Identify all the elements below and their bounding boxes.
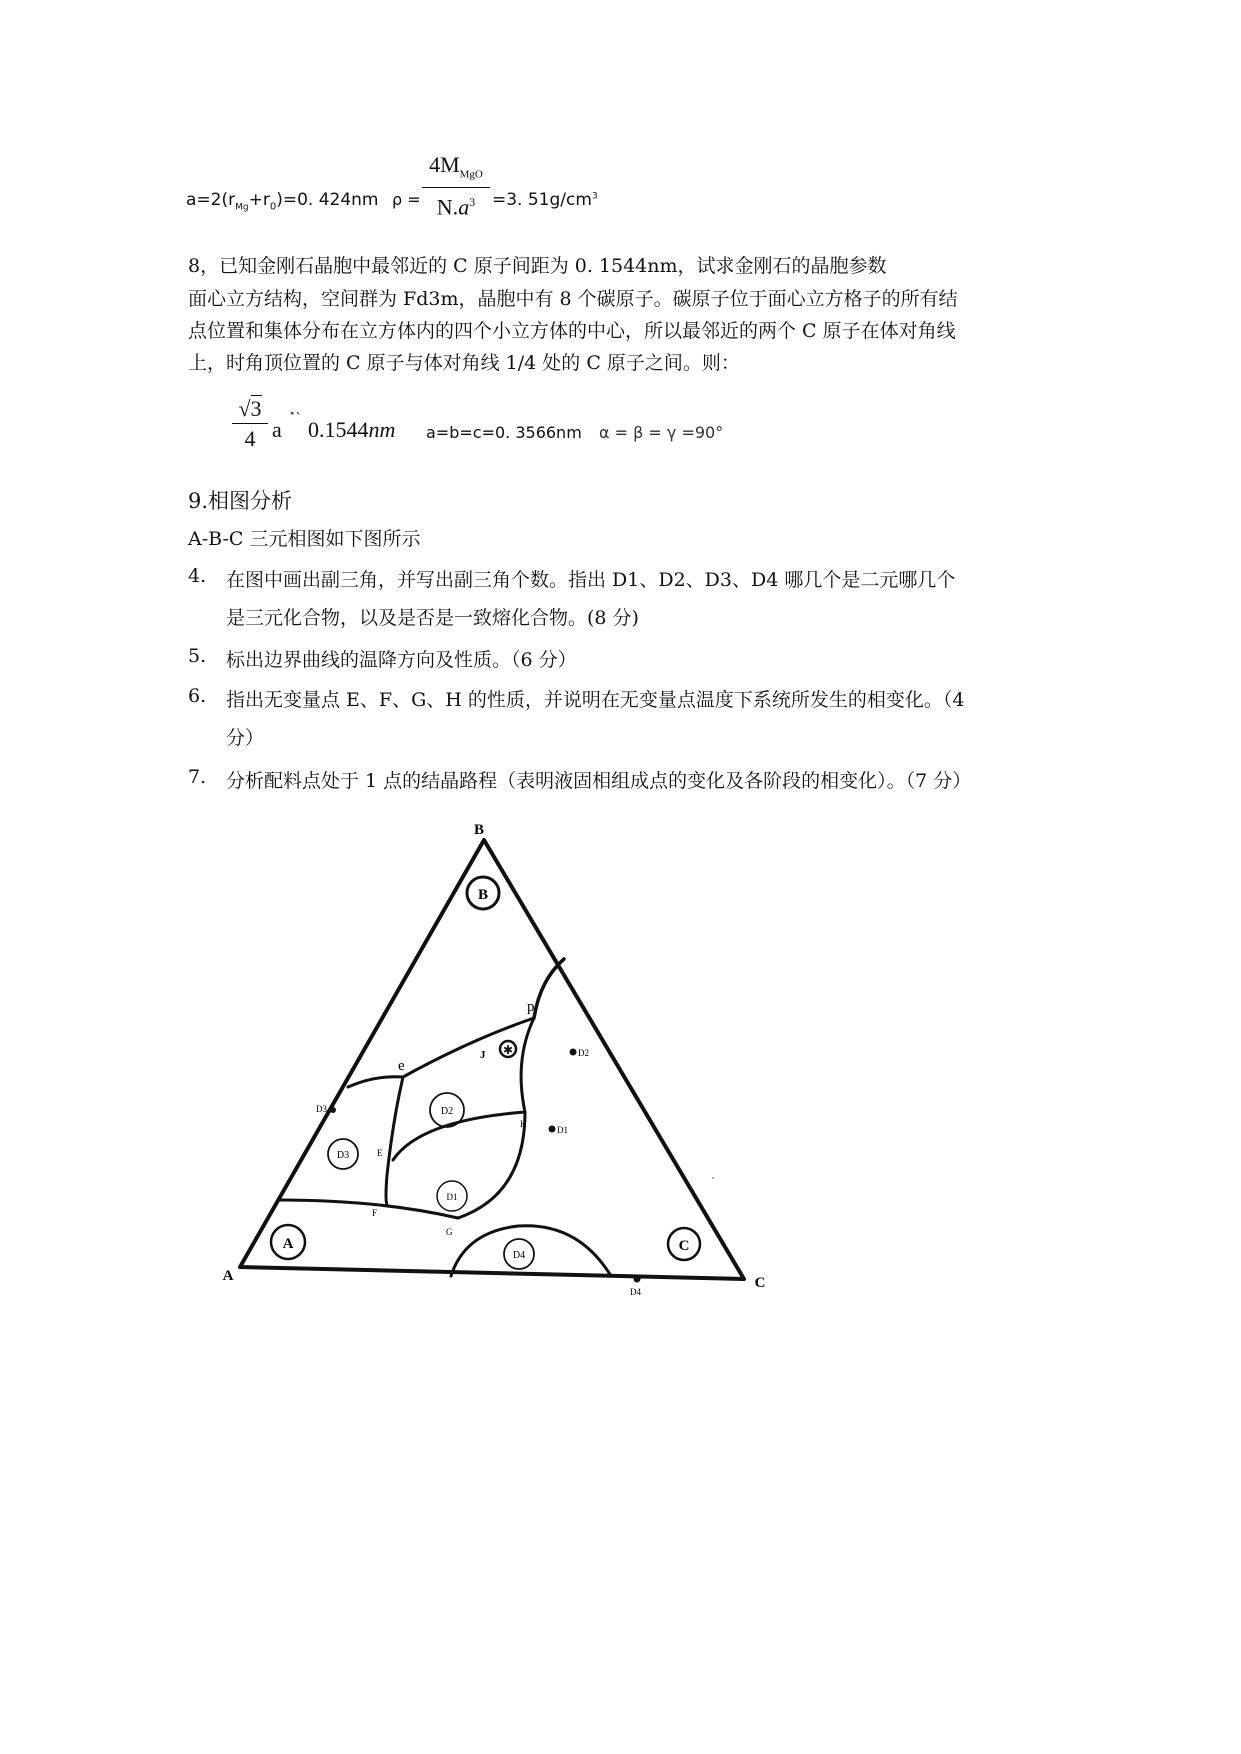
curve-a-f-g bbox=[280, 1200, 458, 1218]
formula-a-plus: +r bbox=[248, 190, 270, 210]
q8-formula-value-unit: nm bbox=[368, 417, 396, 442]
circle-d3-label: D3 bbox=[336, 1150, 350, 1161]
formula-rho-den-exp: 3 bbox=[469, 195, 476, 210]
formula-a-lhs: a=2(r bbox=[186, 190, 236, 210]
vertex-a-label: A bbox=[222, 1268, 234, 1284]
q9-item-5-line-1: 标出边界曲线的温降方向及性质。（6 分） bbox=[226, 649, 577, 671]
vertex-c-label: C bbox=[754, 1275, 766, 1291]
circle-c-label: C bbox=[678, 1238, 690, 1254]
q9-item-7-no: 7. bbox=[188, 766, 207, 788]
point-f-label: F bbox=[372, 1208, 378, 1218]
formula-rho-den-text: N. bbox=[436, 194, 459, 220]
q8-title: 8，已知金刚石晶胞中最邻近的 C 原子间距为 0. 1544nm，试求金刚石的晶胞参数 bbox=[188, 255, 887, 277]
formula-rho-rhs-exp: 3 bbox=[591, 191, 598, 202]
point-d2-label: D2 bbox=[578, 1048, 589, 1058]
circle-d4-label: D4 bbox=[512, 1250, 526, 1261]
curve-d4-dome bbox=[451, 1226, 611, 1276]
point-d4-label: D4 bbox=[630, 1287, 641, 1297]
q8-formula-angles: α = β = γ =90° bbox=[599, 423, 724, 442]
point-p-label: p bbox=[527, 999, 535, 1015]
sqrt-icon: √ bbox=[238, 396, 251, 421]
formula-a-sub-mg: Mg bbox=[235, 202, 249, 213]
q9-item-4-no: 4. bbox=[188, 565, 207, 587]
q9-item-6-no: 6. bbox=[188, 685, 207, 707]
q9-title: 9.相图分析 bbox=[188, 489, 293, 513]
formula-rho-rhs-text: =3. 51g/cm bbox=[492, 190, 592, 210]
formula-rho-num-text: 4M bbox=[429, 152, 460, 177]
dot-d3 bbox=[330, 1107, 336, 1113]
circle-a-label: A bbox=[282, 1236, 294, 1252]
point-e-lower-label: e bbox=[398, 1058, 405, 1074]
q8-formula-approx: ˟ˋ bbox=[289, 412, 302, 427]
curve-p-h bbox=[521, 1018, 534, 1112]
point-d1-label: D1 bbox=[557, 1125, 568, 1135]
dot-d4 bbox=[634, 1276, 641, 1283]
curve-f-e bbox=[386, 1175, 387, 1205]
formula-rho-lhs: ρ = bbox=[392, 190, 421, 209]
curve-e-p bbox=[403, 1018, 534, 1077]
circle-d2-label: D2 bbox=[440, 1106, 454, 1117]
formula-rho-num-sub: MgO bbox=[459, 168, 483, 181]
formula-rho-den-a: a bbox=[458, 194, 470, 220]
q9-item-4-line-1: 在图中画出副三角，并写出副三角个数。指出 D1、D2、D3、D4 哪几个是二元哪几个 bbox=[226, 569, 956, 591]
point-h-label: H bbox=[520, 1119, 527, 1129]
point-j-label: J bbox=[480, 1049, 486, 1061]
formula-a-rhs: )=0. 424nm bbox=[276, 190, 379, 210]
curve-e-down bbox=[387, 1077, 403, 1175]
q9-intro: A-B-C 三元相图如下图所示 bbox=[188, 528, 421, 550]
curve-h-g bbox=[458, 1112, 525, 1218]
q8-formula-result: a=b=c=0. 3566nm bbox=[426, 423, 582, 442]
q8-line-1: 面心立方结构，空间群为 Fd3m，晶胞中有 8 个碳原子。碳原子位于面心立方格子的所有结 bbox=[188, 288, 958, 310]
q8-formula-a: a bbox=[272, 417, 282, 442]
point-d3-label: D3 bbox=[316, 1104, 327, 1114]
curve-e-h bbox=[393, 1112, 525, 1160]
q8-formula-value-num: 0.1544 bbox=[308, 417, 369, 442]
circle-j-star-icon: ✱ bbox=[502, 1043, 514, 1057]
dot-d1 bbox=[549, 1126, 556, 1133]
q8-line-3: 上，时角顶位置的 C 原子与体对角线 1/4 处的 C 原子之间。则： bbox=[188, 352, 740, 374]
curve-left-e bbox=[348, 1077, 403, 1087]
q8-formula-denominator: 4 bbox=[244, 426, 256, 451]
q9-item-4-line-2: 是三元化合物，以及是否是一致熔化合物。(8 分) bbox=[226, 607, 639, 629]
circle-d1-label: D1 bbox=[446, 1192, 458, 1202]
dot-d2 bbox=[570, 1049, 577, 1056]
q9-item-5-no: 5. bbox=[188, 645, 207, 667]
q8-sqrt-value: 3 bbox=[250, 396, 262, 421]
point-g-label: G bbox=[446, 1227, 453, 1237]
formula-a-sub-o: 0 bbox=[269, 201, 277, 213]
point-e-label: E bbox=[377, 1148, 383, 1158]
vertex-b-label: B bbox=[473, 822, 485, 838]
q8-line-2: 点位置和集体分布在立方体内的四个小立方体的中心，所以最邻近的两个 C 原子在体对角线 bbox=[188, 320, 956, 342]
q9-item-7-line-1: 分析配料点处于 1 点的结晶路程（表明液固相组成点的变化及各阶段的相变化）。（7 分） bbox=[226, 770, 972, 792]
q9-item-6-line-2: 分） bbox=[226, 727, 265, 749]
circle-b-label: B bbox=[477, 887, 489, 903]
q9-item-6-line-1: 指出无变量点 E、F、G、H 的性质，并说明在无变量点温度下系统所发生的相变化。（4 bbox=[226, 689, 965, 711]
